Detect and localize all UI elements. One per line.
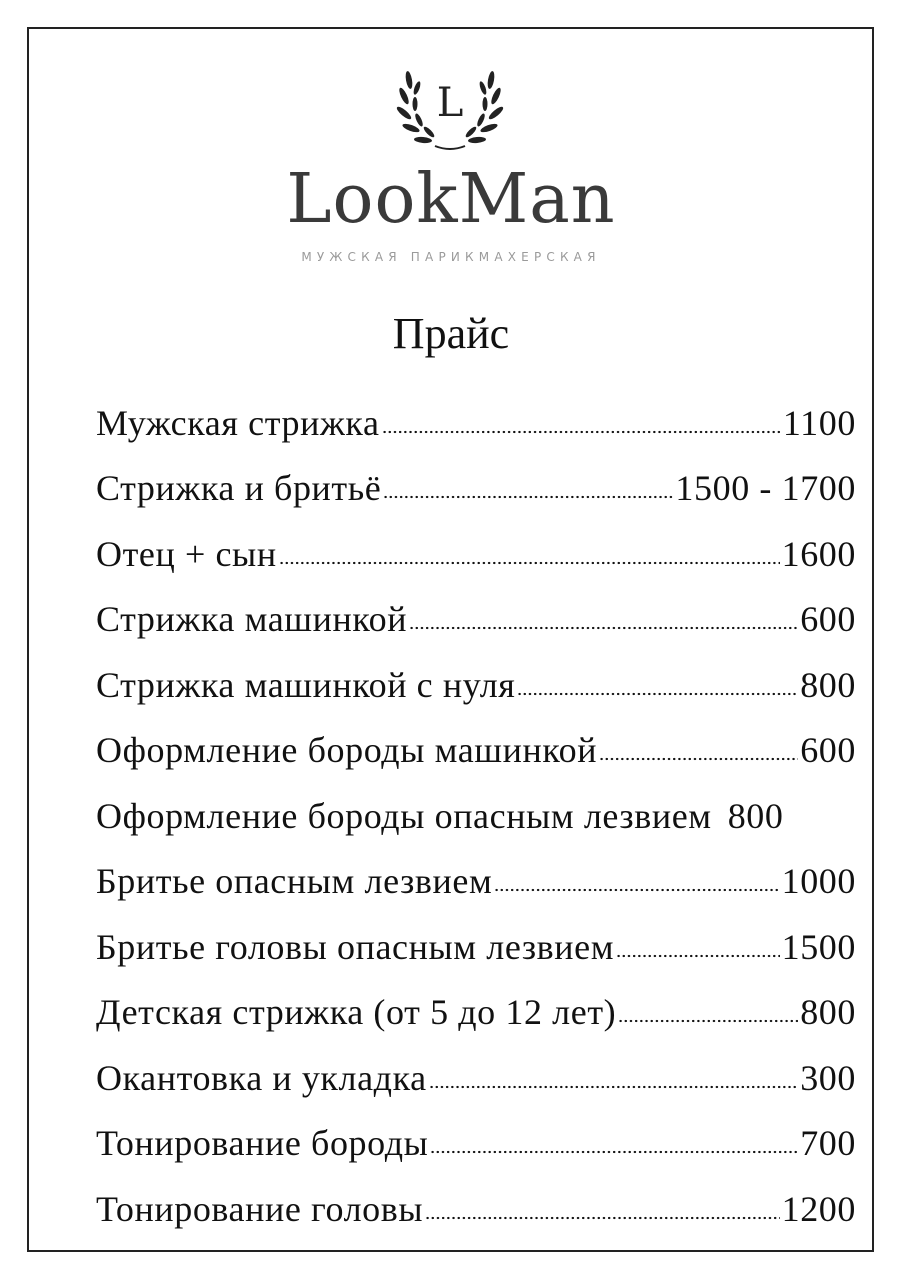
dot-leader [430,1150,798,1154]
dot-leader [718,823,722,827]
service-name: Отец + сын [96,533,277,574]
price-row [96,1111,856,1177]
service-name: Бритье головы опасным лезвием [96,926,615,967]
service-price: 800 [727,795,784,836]
brand-tagline: МУЖСКАЯ ПАРИКМАХЕРСКАЯ [301,250,601,264]
service-price: 800 [800,992,856,1033]
service-price: 300 [800,1057,856,1098]
price-list [96,390,856,1242]
service-price: 600 [800,599,856,640]
service-price: 700 [800,1123,856,1164]
service-price: 1500 [781,926,856,967]
service-name: Стрижка машинкой [96,599,408,640]
service-price: 1200 [781,1188,856,1229]
service-name: Бритье опасным лезвием [96,861,493,902]
price-row [96,783,856,849]
dot-leader [618,1019,798,1023]
price-row [96,718,856,784]
dot-leader [494,888,779,892]
service-name: Тонирование головы [96,1188,424,1229]
price-row [96,652,856,718]
service-name: Тонирование бороды [96,1123,429,1164]
dot-leader [599,757,798,761]
price-row [96,587,856,653]
laurel-wreath-logo-icon [395,68,505,158]
price-row [96,1176,856,1242]
price-row [96,521,856,587]
dot-leader [383,495,673,499]
price-row [96,980,856,1046]
logo-letter: L [436,80,464,126]
dot-leader [517,692,798,696]
service-name: Детская стрижка (от 5 до 12 лет) [96,992,617,1033]
dot-leader [425,1216,779,1220]
dot-leader [616,954,779,958]
dot-leader [279,561,780,565]
brand-name: LookMan [286,160,616,239]
service-price: 800 [800,664,856,705]
service-price: 1100 [782,402,856,443]
service-price: 1600 [781,533,856,574]
service-name: Оформление бороды машинкой [96,730,598,771]
service-name: Стрижка машинкой с нуля [96,664,516,705]
page-title: Прайс [392,309,510,358]
service-name: Стрижка и бритьё [96,468,382,509]
service-price: 1000 [781,861,856,902]
price-row [96,1045,856,1111]
price-row [96,456,856,522]
service-price: 600 [800,730,856,771]
dot-leader [409,626,798,630]
service-name: Мужская стрижка [96,402,380,443]
price-row [96,390,856,456]
dot-leader [382,430,781,434]
service-price: 1500 - 1700 [675,468,856,509]
dot-leader [429,1085,798,1089]
service-name: Оформление бороды опасным лезвием [96,795,712,836]
price-row [96,849,856,915]
price-row [96,914,856,980]
service-name: Окантовка и укладка [96,1057,427,1098]
